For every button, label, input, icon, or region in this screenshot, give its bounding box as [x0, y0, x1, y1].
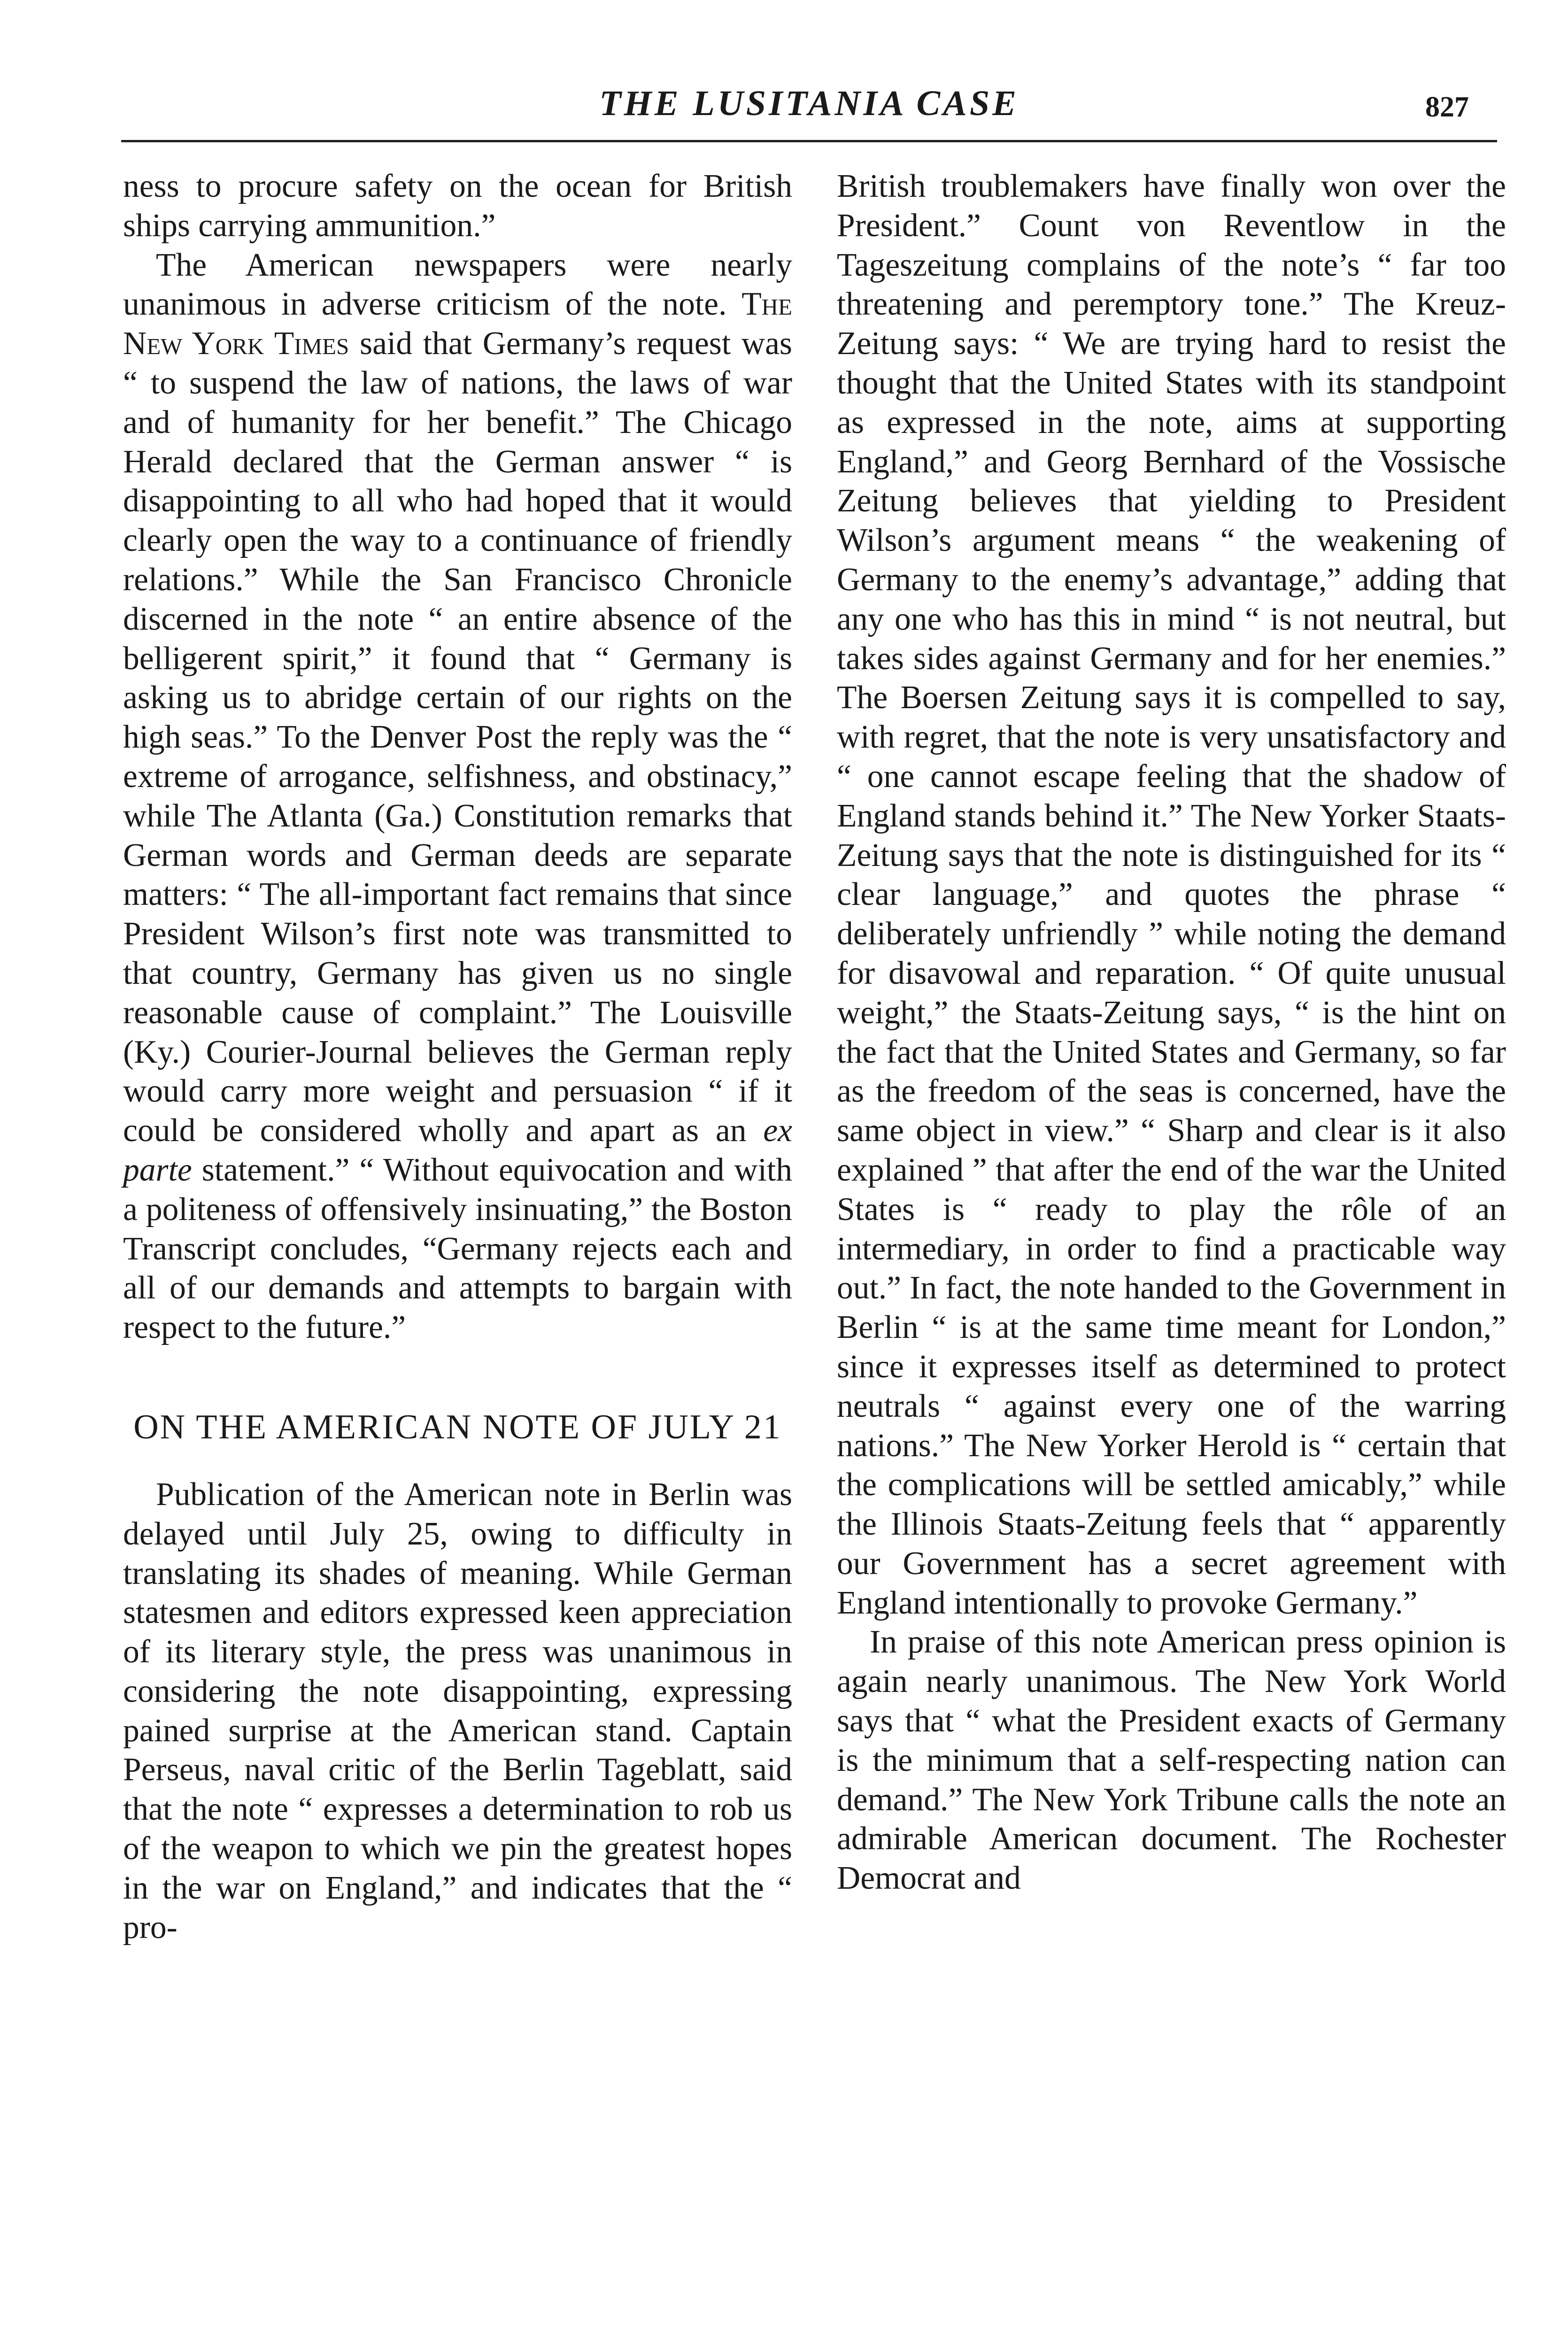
paragraph-text: statement.” “ Without equivocation and with a politeness of offensively insinuating,” the Boston Transcript concludes, “Germany rejects each and all of our demands and attempts to bargain with respect to the future.” [123, 1151, 792, 1346]
header-rule [121, 140, 1497, 142]
paragraph-american-press: In praise of this note American press opinion is again nearly unanimous. The New York World says that “ what the President exacts of Germany is the minimum that a self-respecting nation can demand.” The New York Tribune calls the note an admirable American document. The Rochester Democrat and [837, 1624, 1506, 1897]
paragraph-german-press: British troublemakers have finally won over the President.” Count von Reventlow in the Tageszeitung complains of the note’s “ far too threatening and peremptory tone.” The Kreuz-Zeitung says: “ We are trying hard to resist the thought that the United States with its standpoint as expressed in the note, aims at supporting England,” and Georg Bernhard of the Vossische Zeitung believes that yielding to President Wilson’s argument means “ the weakening of Germany to the enemy’s advantage,” adding that any one who has this in mind “ is not neutral, but takes sides against Germany and for her enemies.” The Boersen Zeitung says it is compelled to say, with regret, that the note is very unsatisfactory and “ one cannot escape feeling that the shadow of England stands behind it.” The New Yorker Staats-Zeitung says that the note is distinguished for its “ clear language,” and quotes the phrase “ deliberately unfriendly ” while noting the demand for disavowal and reparation. “ Of quite unusual weight,” the Staats-Zeitung says, “ is the hint on the fact that the United States and Germany, so far as the freedom of the seas is concerned, have the same object in view.” “ Sharp and clear is it also explained ” that after the end of the war the United States is “ ready to play the rôle of an intermediary, in order to find a practicable way out.” In fact, the note handed to the Government in Berlin “ is at the same time meant for London,” since it expresses itself as determined to protect neutrals “ against every one of the warring nations.” The New Yorker Herold is “ certain that the complications will be settled amicably,” while the Illinois Staats-Zeitung feels that “ apparently our Government has a secret agreement with England intentionally to provoke Germany.” [837, 168, 1506, 1621]
italic-phrase: ex parte [123, 1112, 792, 1188]
page-number: 827 [1425, 91, 1469, 123]
paragraph-text: said that Germany’s request was “ to suspend the law of nations, the laws of war and of humanity for her benefit.” The Chicago Herald declared that the German answer “ is disappointing to all who had hoped that it would clearly open the way to a continuance of friendly relations.” While the San Francisco Chronicle discerned in the note “ an entire absence of the belligerent spirit,” it found that “ Germany is asking us to abridge certain of our rights on the high seas.” To the Denver Post the reply was the “ extreme of arrogance, selfishness, and obstinacy,” while The Atlanta (Ga.) Constitution remarks that German words and German deeds are separate matters: “ The all-important fact remains that since President Wilson’s first note was transmitted to that country, Germany has given us no single reasonable cause of complaint.” The Louisville (Ky.) Courier-Journal believes the German reply would carry more weight and persuasion “ if it could be considered wholly and apart as an [123, 325, 792, 1149]
paragraph-continued: ness to procure safety on the ocean for British ships carrying ammunition.” [123, 168, 792, 244]
paragraph-text: The American newspapers were nearly unanimous in adverse criticism of the note. [123, 247, 792, 323]
left-column [123, 167, 792, 1947]
paragraph-publication: Publication of the American note in Berlin was delayed until July 25, owing to difficulty in translating its shades of meaning. While German statesmen and editors expressed keen appreciation of its literary style, the press was unanimous in considering the note disappointing, expressing pained surprise at the American stand. Captain Perseus, naval critic of the Berlin Tageblatt, said that the note “ expresses a determination to rob us of the weapon to which we pin the greatest hopes in the war on England,” and indicates that the “ pro- [123, 1476, 792, 1946]
right-column [837, 167, 1506, 1898]
running-head [121, 80, 1497, 127]
section-heading: ON THE AMERICAN NOTE OF JULY 21 [133, 1407, 782, 1446]
running-title: THE LUSITANIA CASE [599, 84, 1019, 123]
paragraph-newspaper-reactions [123, 246, 792, 1347]
newspaper-name: The New York Times [123, 286, 792, 362]
